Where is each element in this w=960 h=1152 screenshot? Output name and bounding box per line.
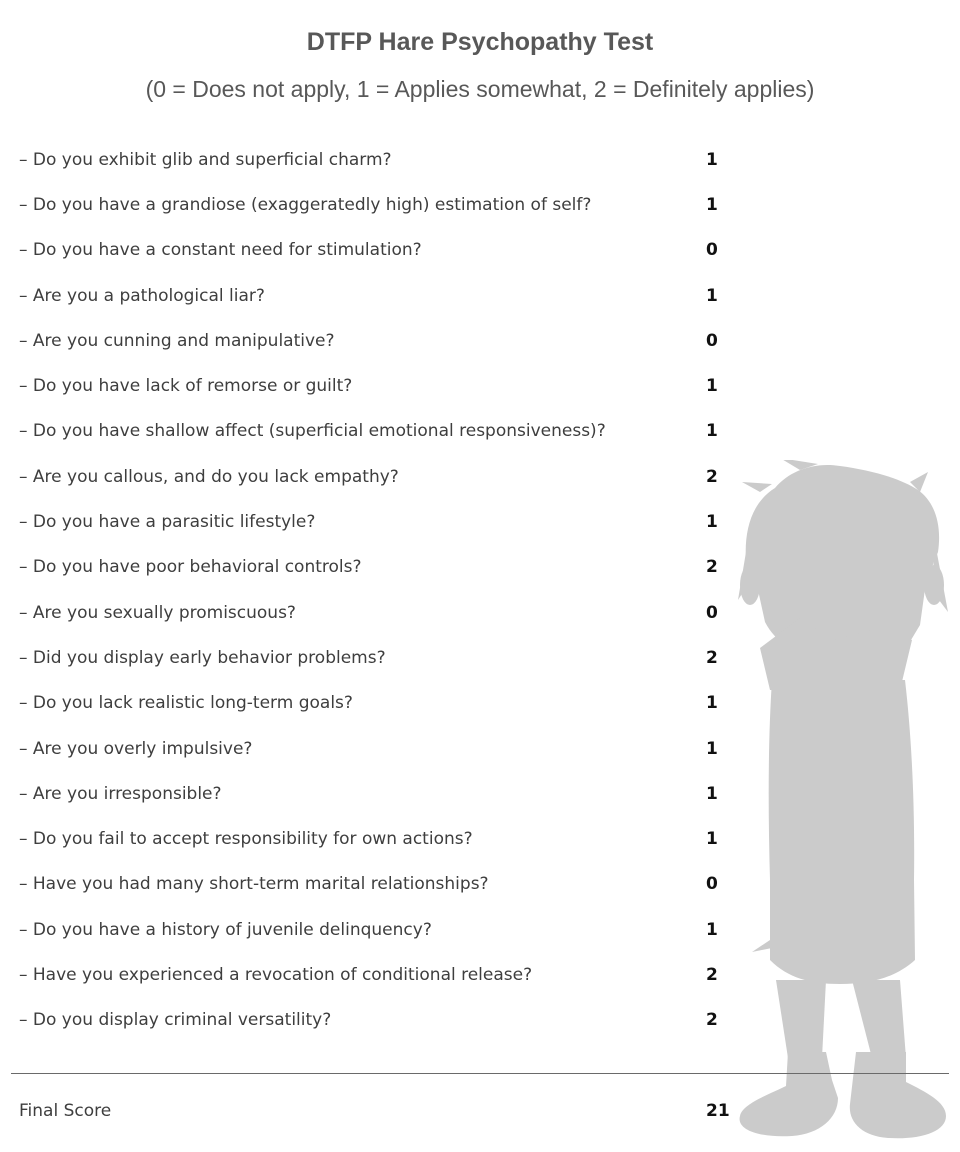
question-row <box>19 952 759 997</box>
question-row <box>19 907 759 952</box>
question-text: – Are you callous, and do you lack empathy? <box>19 466 399 487</box>
question-text: – Are you cunning and manipulative? <box>19 330 335 351</box>
question-text: – Are you sexually promiscuous? <box>19 602 296 623</box>
question-score: 1 <box>706 376 718 397</box>
question-row <box>19 182 759 227</box>
question-row <box>19 681 759 726</box>
question-text: – Have you experienced a revocation of conditional release? <box>19 964 533 985</box>
question-score: 2 <box>706 1010 718 1031</box>
question-row <box>19 816 759 861</box>
question-text: – Are you irresponsible? <box>19 783 222 804</box>
question-text: – Do you have a history of juvenile delinquency? <box>19 919 432 940</box>
question-text: – Do you fail to accept responsibility for own actions? <box>19 829 473 850</box>
question-text: – Do you have a grandiose (exaggeratedly high) estimation of self? <box>19 194 592 215</box>
question-row <box>19 273 759 318</box>
question-score: 1 <box>706 421 718 442</box>
page-title: DTFP Hare Psychopathy Test <box>306 28 654 56</box>
question-row <box>19 862 759 907</box>
question-score: 0 <box>706 240 718 261</box>
question-row <box>19 635 759 680</box>
question-text: – Did you display early behavior problems? <box>19 647 386 668</box>
question-score: 1 <box>706 783 718 804</box>
question-row <box>19 499 759 544</box>
question-score: 1 <box>706 919 718 940</box>
question-score: 0 <box>706 330 718 351</box>
question-score: 1 <box>706 829 718 850</box>
question-text: – Do you lack realistic long-term goals? <box>19 693 353 714</box>
question-row <box>19 409 759 454</box>
question-text: – Have you had many short-term marital relationships? <box>19 874 489 895</box>
question-row <box>19 363 759 408</box>
question-row <box>19 726 759 771</box>
scale-legend: (0 = Does not apply, 1 = Applies somewhat, 2 = Definitely applies) <box>145 76 815 102</box>
question-score: 2 <box>706 466 718 487</box>
question-row <box>19 137 759 182</box>
final-score-label: Final Score <box>19 1101 112 1121</box>
question-text: – Do you have lack of remorse or guilt? <box>19 376 353 397</box>
question-row <box>19 771 759 816</box>
question-score: 2 <box>706 647 718 668</box>
question-text: – Do you have a constant need for stimulation? <box>19 240 422 261</box>
question-list <box>19 137 759 1043</box>
question-text: – Do you exhibit glib and superficial charm? <box>19 149 392 170</box>
question-text: – Are you a pathological liar? <box>19 285 265 306</box>
question-score: 0 <box>706 874 718 895</box>
question-score: 0 <box>706 602 718 623</box>
divider <box>11 1073 949 1074</box>
question-row <box>19 318 759 363</box>
question-score: 1 <box>706 693 718 714</box>
person-silhouette-icon <box>738 460 950 1142</box>
question-score: 2 <box>706 557 718 578</box>
question-text: – Do you have shallow affect (superficial emotional responsiveness)? <box>19 421 606 442</box>
question-score: 1 <box>706 512 718 533</box>
final-score-value: 21 <box>706 1101 730 1121</box>
question-text: – Do you display criminal versatility? <box>19 1010 332 1031</box>
question-score: 1 <box>706 194 718 215</box>
question-score: 2 <box>706 964 718 985</box>
question-row <box>19 998 759 1043</box>
question-text: – Are you overly impulsive? <box>19 738 253 759</box>
question-row <box>19 545 759 590</box>
question-text: – Do you have poor behavioral controls? <box>19 557 362 578</box>
question-row <box>19 454 759 499</box>
question-score: 1 <box>706 149 718 170</box>
question-row <box>19 590 759 635</box>
question-text: – Do you have a parasitic lifestyle? <box>19 512 316 533</box>
question-row <box>19 228 759 273</box>
question-score: 1 <box>706 738 718 759</box>
question-score: 1 <box>706 285 718 306</box>
